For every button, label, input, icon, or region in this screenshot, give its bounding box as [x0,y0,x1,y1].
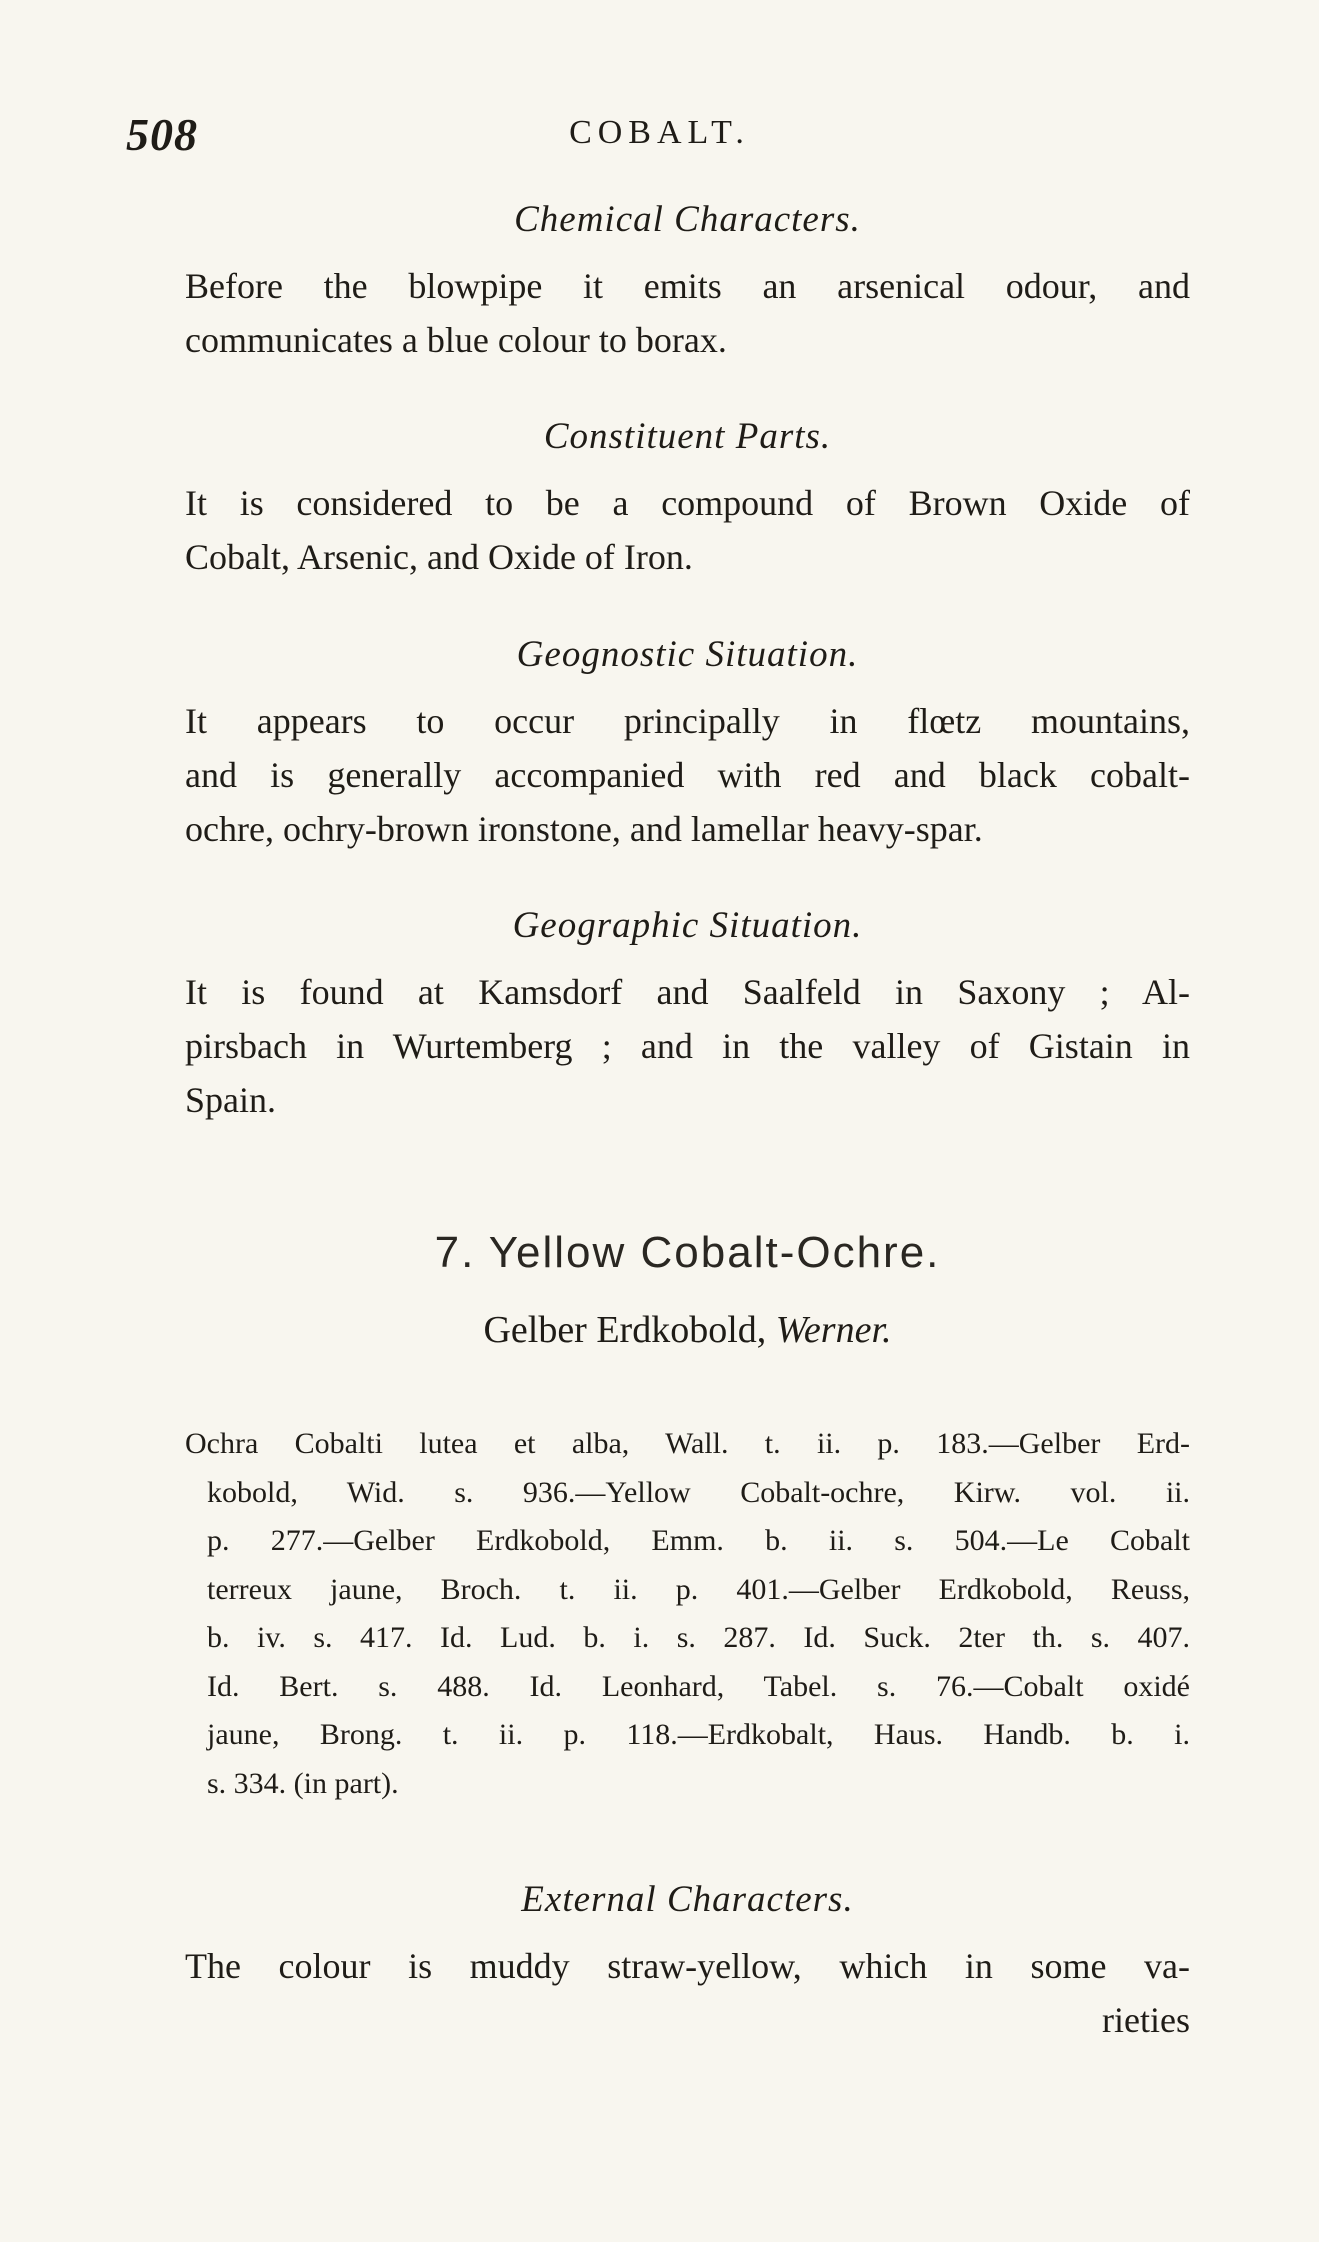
section-heading: Constituent Parts. [543,416,832,457]
text-line: pirsbach in Wurtemberg ; and in the valley of Gistain in [185,1026,1190,1066]
synonymy-line: b. iv. s. 417. Id. Lud. b. i. s. 287. Id. Suck. 2ter th. s. 407. [207,1621,1190,1654]
catchword: rieties [1102,2000,1190,2040]
species-title: 7. Yellow Cobalt-Ochre. [434,1228,941,1277]
text-line: Spain. [185,1080,277,1120]
text-line: communicates a blue colour to borax. [185,320,727,360]
page-header [0,108,1319,160]
species-entry [185,1228,1190,1352]
section-heading: External Characters. [521,1879,854,1920]
section-geognostic-situation [185,633,1190,856]
text-line: Cobalt, Arsenic, and Oxide of Iron. [185,537,693,577]
synonymy-list [185,1420,1190,1808]
text-line: It is considered to be a compound of Brown Oxide of [185,483,1190,523]
section-heading: Chemical Characters. [514,199,861,240]
synonymy-line: Id. Bert. s. 488. Id. Leonhard, Tabel. s. 76.—Cobalt oxidé [207,1669,1190,1703]
section-external-characters [185,1878,1190,2047]
page-number: 508 [126,109,198,160]
synonymy-line: jaune, Brong. t. ii. p. 118.—Erdkobalt, Haus. Handb. b. i. [207,1718,1190,1751]
section-heading: Geographic Situation. [512,905,863,946]
text-line: It is found at Kamsdorf and Saalfeld in Saxony ; Al- [185,972,1190,1012]
species-author: Werner. [775,1309,892,1351]
synonymy-line: kobold, Wid. s. 936.—Yellow Cobalt-ochre, Kirw. vol. ii. [207,1475,1190,1509]
synonymy-line: terreux jaune, Broch. t. ii. p. 401.—Gelber Erdkobold, Reuss, [207,1572,1190,1606]
synonymy-line: p. 277.—Gelber Erdkobold, Emm. b. ii. s. 504.—Le Cobalt [207,1524,1190,1557]
text-line: Before the blowpipe it emits an arsenical odour, and [185,266,1190,306]
text-line: ochre, ochry-brown ironstone, and lamellar heavy-spar. [185,809,983,849]
section-chemical-characters [185,198,1190,367]
section-text [185,965,1190,1127]
section-heading: Geognostic Situation. [516,634,859,675]
running-head: COBALT. [569,114,750,151]
synonymy-line: Ochra Cobalti lutea et alba, Wall. t. ii. p. 183.—Gelber Erd- [185,1427,1190,1460]
text-line: It appears to occur principally in flœtz mountains, [185,701,1190,741]
text-line: and is generally accompanied with red and black cobalt- [185,755,1190,795]
section-text [185,1939,1190,2047]
section-text [185,476,1190,584]
species-german-name: Gelber Erdkobold, [483,1309,776,1351]
text-line: The colour is muddy straw-yellow, which in some va- [185,1946,1190,1986]
synonymy-line: s. 334. (in part). [207,1766,399,1800]
species-subtitle [185,1308,1190,1352]
section-text [185,259,1190,367]
section-geographic-situation [185,904,1190,1127]
section-constituent-parts [185,415,1190,584]
section-text [185,694,1190,856]
